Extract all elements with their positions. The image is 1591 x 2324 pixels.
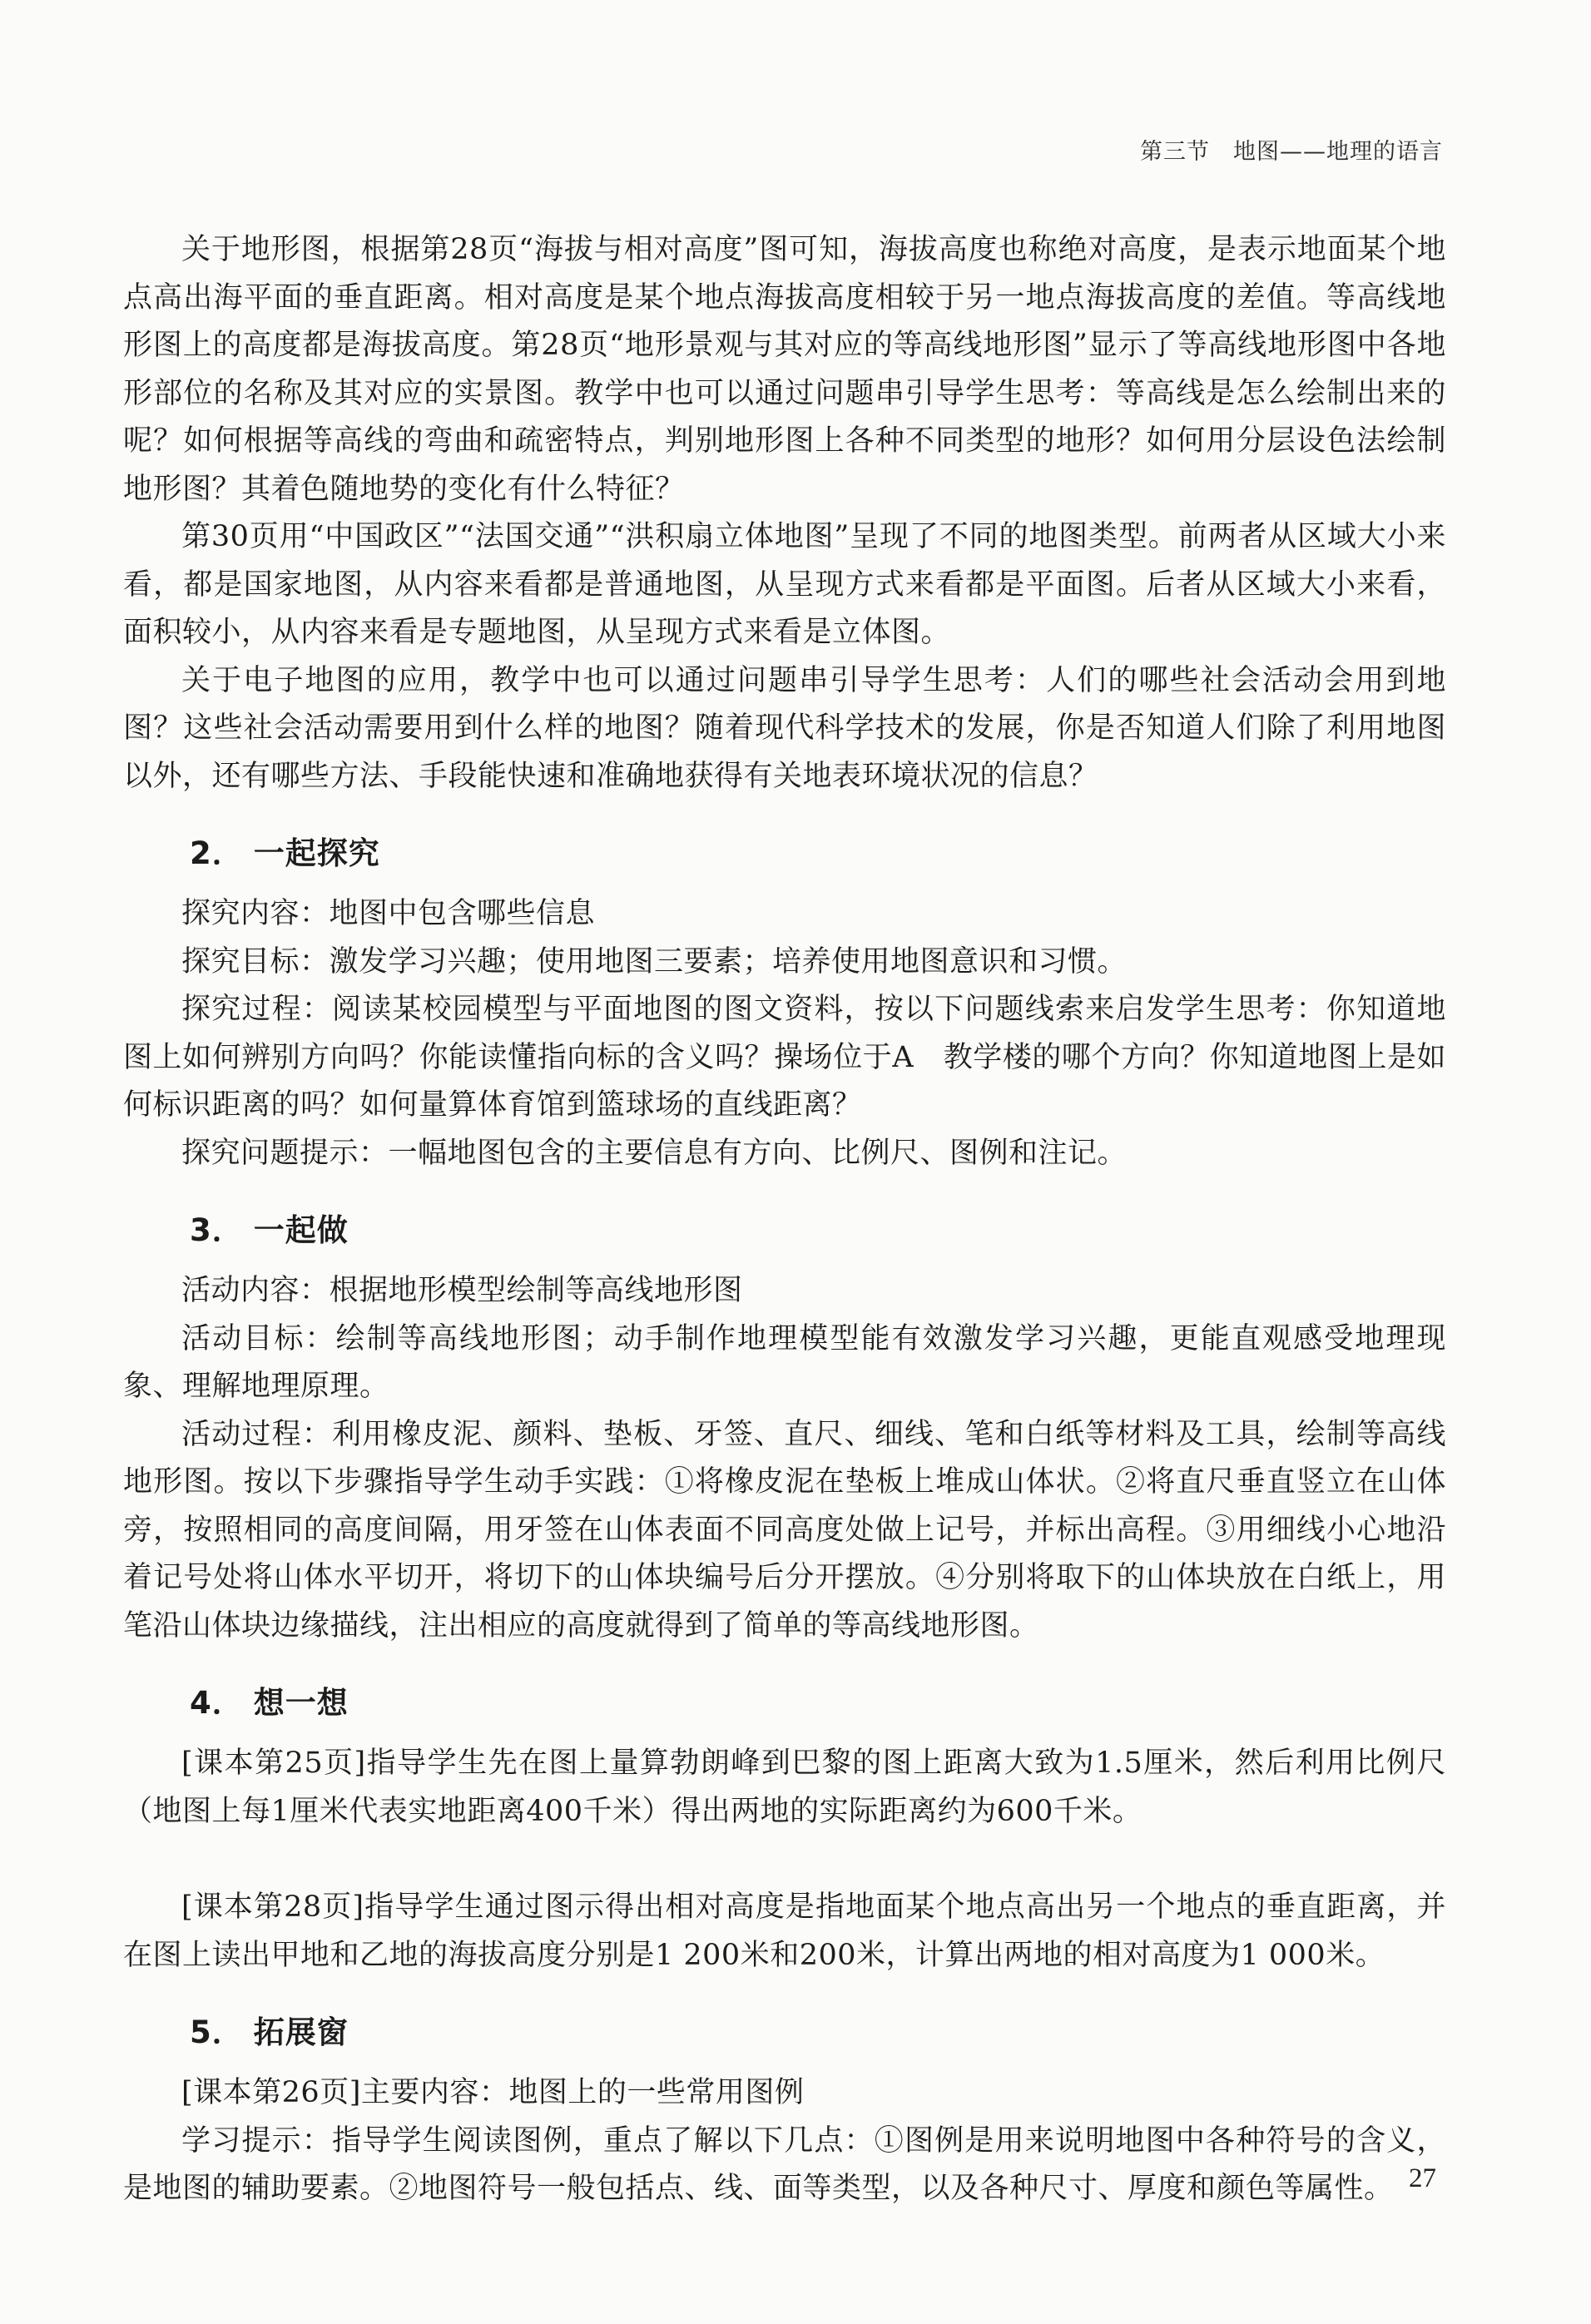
explore-process: 探究过程：阅读某校园模型与平面地图的图文资料，按以下问题线索来启发学生思考：你知道地图上如何辨别方向吗？你能读懂指向标的含义吗？操场位于A 教学楼的哪个方向？你知道地图上是如何标识距离的吗？如何量算体育馆到篮球场的直线距离？: [123, 993, 1446, 1122]
section-heading-extension: [123, 2009, 1446, 2056]
section-title: 一起探究: [253, 835, 380, 871]
running-header: [1140, 133, 1443, 166]
section-title: 拓展窗: [253, 2014, 349, 2050]
page-number: 27: [1409, 2163, 1436, 2193]
intro-paragraph-map-types: 第30页用“中国政区”“法国交通”“洪积扇立体地图”呈现了不同的地图类型。前两者从区域大小来看，都是国家地图，从内容来看都是普通地图，从呈现方式来看都是平面图。后者从区域大小来看，面积较小，从内容来看是专题地图，从呈现方式来看是立体图。: [123, 520, 1446, 649]
section-title: 一起做: [253, 1212, 349, 1248]
explore-goal: 探究目标：激发学习兴趣；使用地图三要素；培养使用地图意识和习惯。: [181, 944, 1128, 979]
section-title: 想一想: [253, 1685, 349, 1721]
section-number: 3．: [190, 1212, 244, 1248]
main-text: [123, 226, 1446, 2213]
section-heading-explore: [123, 830, 1446, 877]
extension-hint: 学习提示：指导学生阅读图例，重点了解以下几点：①图例是用来说明地图中各种符号的含义，是地图的辅助要素。②地图符号一般包括点、线、面等类型，以及各种尺寸、厚度和颜色等属性。: [123, 2123, 1446, 2205]
explore-hint: 探究问题提示：一幅地图包含的主要信息有方向、比例尺、图例和注记。: [181, 1136, 1128, 1170]
intro-paragraph-electronic-map: 关于电子地图的应用，教学中也可以通过问题串引导学生思考：人们的哪些社会活动会用到地图？这些社会活动需要用到什么样的地图？随着现代科学技术的发展，你是否知道人们除了利用地图以外，还有哪些方法、手段能快速和准确地获得有关地表环境状况的信息？: [123, 663, 1446, 793]
header-chapter-title: 地图——地理的语言: [1233, 139, 1443, 165]
intro-paragraph-topographic-map: 关于地形图，根据第28页“海拔与相对高度”图可知，海拔高度也称绝对高度，是表示地面某个地点高出海平面的垂直距离。相对高度是某个地点海拔高度相较于另一地点海拔高度的差值。等高线地形图上的高度都是海拔高度。第28页“地形景观与其对应的等高线地形图”显示了等高线地形图中各地形部位的名称及其对应的实景图。教学中也可以通过问题串引导学生思考：等高线是怎么绘制出来的呢？如何根据等高线的弯曲和疏密特点，判别地形图上各种不同类型的地形？如何用分层设色法绘制地形图？其着色随地势的变化有什么特征？: [123, 233, 1446, 506]
section-number: 2．: [190, 835, 244, 871]
paragraph-gap: [123, 1836, 1446, 1884]
section-heading-think: [123, 1680, 1446, 1727]
extension-content: [课本第26页]主要内容：地图上的一些常用图例: [181, 2076, 805, 2109]
section-number: 5．: [190, 2014, 244, 2050]
think-page28: [课本第28页]指导学生通过图示得出相对高度是指地面某个地点高出另一个地点的垂直距离，并在图上读出甲地和乙地的海拔高度分别是1 200米和200米，计算出两地的相对高度为1 000米。: [123, 1890, 1446, 1972]
section-number: 4．: [190, 1685, 244, 1721]
think-page25: [课本第25页]指导学生先在图上量算勃朗峰到巴黎的图上距离大致为1.5厘米，然后利用比例尺（地图上每1厘米代表实地距离400千米）得出两地的实际距离约为600千米。: [123, 1747, 1446, 1828]
section-heading-do: [123, 1207, 1446, 1254]
activity-goal: 活动目标：绘制等高线地形图；动手制作地理模型能有效激发学习兴趣，更能直观感受地理现象、理解地理原理。: [123, 1321, 1446, 1403]
activity-process: 活动过程：利用橡皮泥、颜料、垫板、牙签、直尺、细线、笔和白纸等材料及工具，绘制等高线地形图。按以下步骤指导学生动手实践：①将橡皮泥在垫板上堆成山体状。②将直尺垂直竖立在山体旁，按照相同的高度间隔，用牙签在山体表面不同高度处做上记号，并标出高程。③用细线小心地沿着记号处将山体水平切开，将切下的山体块编号后分开摆放。④分别将取下的山体块放在白纸上，用笔沿山体块边缘描线，注出相应的高度就得到了简单的等高线地形图。: [123, 1417, 1446, 1643]
header-section-label: 第三节: [1140, 139, 1210, 165]
activity-content: 活动内容：根据地形模型绘制等高线地形图: [181, 1274, 743, 1307]
explore-content: 探究内容：地图中包含哪些信息: [181, 897, 596, 930]
